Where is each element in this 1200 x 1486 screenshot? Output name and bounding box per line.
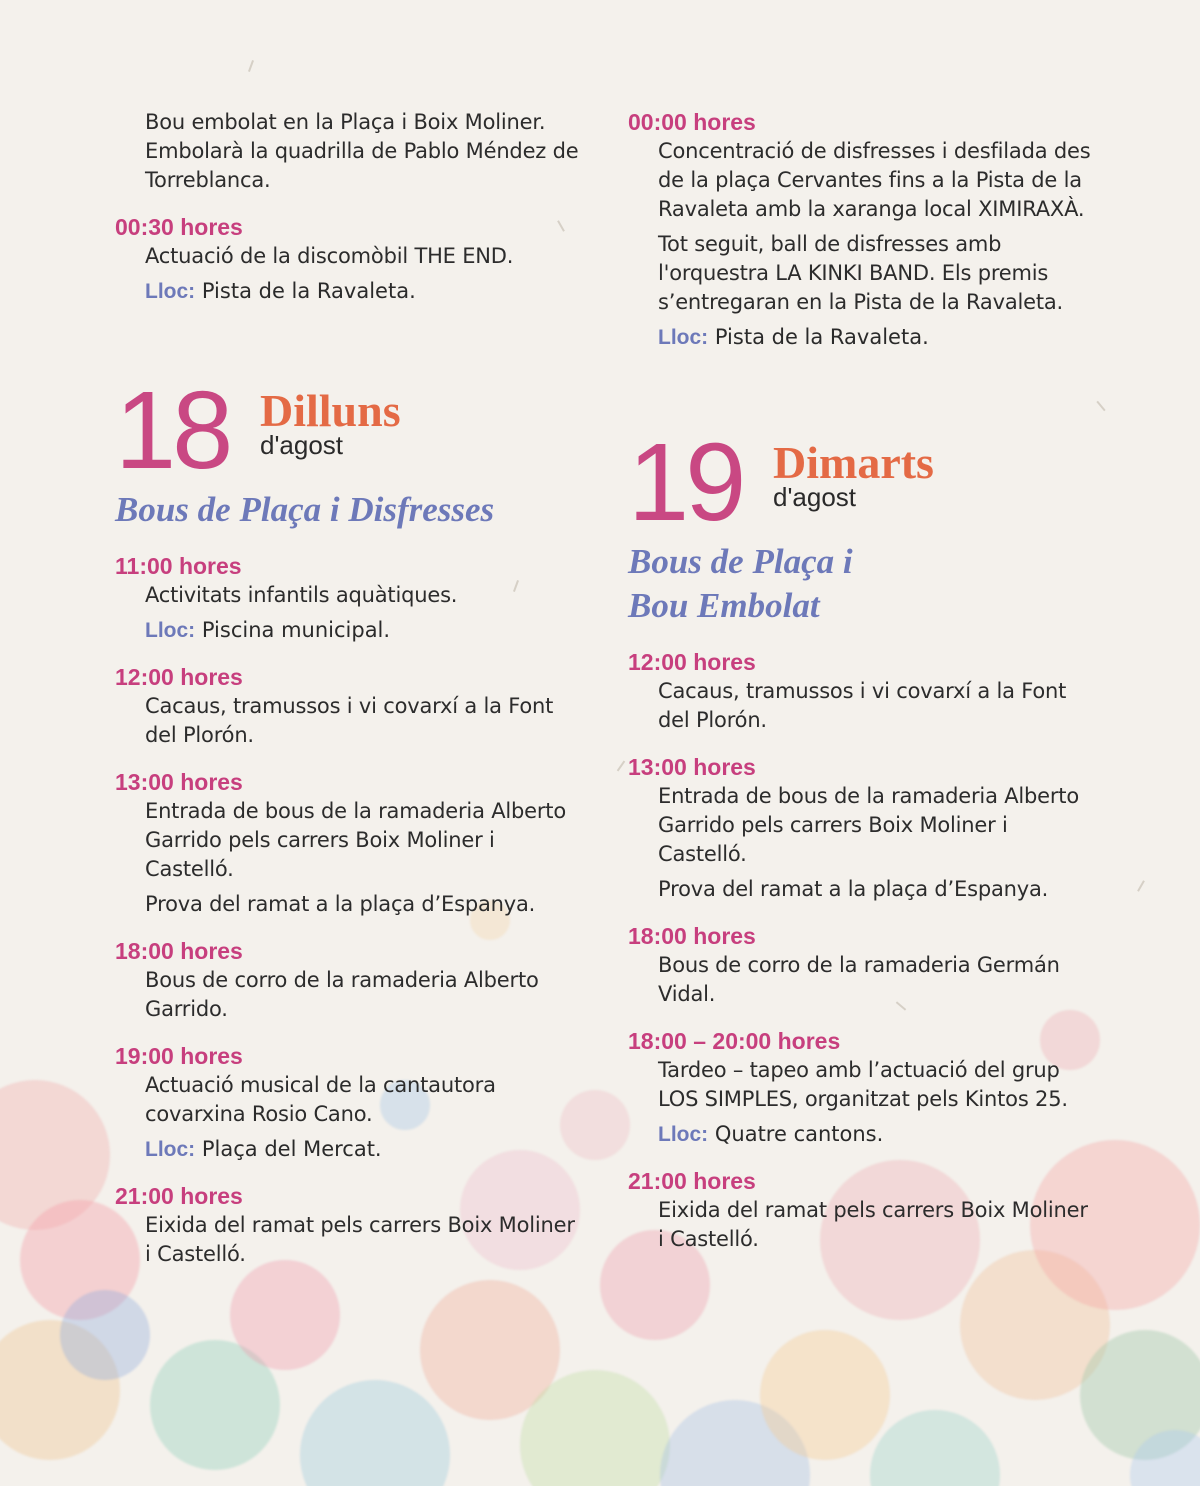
entry-location [145, 277, 585, 306]
day-month: d'agost [773, 482, 857, 512]
day-number: 18 [115, 369, 230, 492]
location-value: Pista de la Ravaleta. [201, 279, 416, 303]
entry-time: 21:00 hores [115, 1183, 243, 1209]
location-value: Pista de la Ravaleta. [714, 325, 929, 349]
location-label: Lloc: [658, 326, 709, 349]
entry-time: 00:30 hores [115, 214, 243, 240]
day-header-19 [628, 421, 1098, 544]
entry-time: 12:00 hores [628, 649, 756, 675]
entry-1200 [628, 648, 1098, 735]
entry-desc-secondary: Prova del ramat a la plaça d’Espanya. [145, 892, 536, 916]
entry-time: 18:00 hores [628, 923, 756, 949]
entry-desc: Actuació de la discomòbil THE END. [145, 244, 514, 268]
entry-2100 [115, 1182, 585, 1269]
entry-1100 [115, 552, 585, 645]
entry-time: 18:00 – 20:00 hores [628, 1028, 841, 1054]
entry-time: 18:00 hores [115, 938, 243, 964]
entry-desc: Concentració de disfresses i desfilada des de la plaça Cervantes fins a la Pista de la Ravaleta amb la xaranga local XIMIRAXÀ. [658, 139, 1091, 221]
location-value: Quatre cantons. [714, 1122, 884, 1146]
entry-desc: Entrada de bous de la ramaderia Alberto Garrido pels carrers Boix Moliner i Castelló. [658, 784, 1079, 866]
entry-intro [115, 108, 585, 195]
entry-location [658, 1120, 1098, 1149]
day-header-18 [115, 369, 585, 492]
entry-2100 [628, 1167, 1098, 1254]
day-number: 19 [628, 421, 743, 544]
location-value: Piscina municipal. [201, 618, 391, 642]
entry-1300 [628, 753, 1098, 904]
right-column [628, 108, 1098, 1272]
entry-desc: Entrada de bous de la ramaderia Alberto Garrido pels carrers Boix Moliner i Castelló. [145, 799, 566, 881]
location-label: Lloc: [145, 1138, 196, 1161]
left-column [115, 108, 585, 1287]
location-value: Plaça del Mercat. [201, 1137, 382, 1161]
entry-1300 [115, 768, 585, 919]
entry-desc-secondary: Prova del ramat a la plaça d’Espanya. [658, 877, 1049, 901]
entry-desc: Cacaus, tramussos i vi covarxí a la Font del Plorón. [145, 694, 554, 747]
location-label: Lloc: [145, 280, 196, 303]
entry-time: 21:00 hores [628, 1168, 756, 1194]
entry-desc: Cacaus, tramussos i vi covarxí a la Font del Plorón. [658, 679, 1067, 732]
event-title: Bous de Plaça i Disfresses [115, 490, 495, 529]
entry-1800 [628, 922, 1098, 1009]
entry-time: 00:00 hores [628, 109, 756, 135]
entry-1200 [115, 663, 585, 750]
entry-1800 [115, 937, 585, 1024]
entry-0000 [628, 108, 1098, 352]
day-month: d'agost [260, 430, 344, 460]
event-title: Bous de Plaça i Bou Embolat [628, 542, 853, 625]
entry-desc: Eixida del ramat pels carrers Boix Moliner i Castelló. [145, 1213, 575, 1266]
entry-desc: Bous de corro de la ramaderia Germán Vidal. [658, 953, 1060, 1006]
entry-desc: Bous de corro de la ramaderia Alberto Garrido. [145, 968, 539, 1021]
entry-time: 12:00 hores [115, 664, 243, 690]
entry-1800-2000 [628, 1027, 1098, 1149]
entry-desc: Bou embolat en la Plaça i Boix Moliner. Embolarà la quadrilla de Pablo Méndez de Torreblanca. [145, 110, 579, 192]
entry-1900 [115, 1042, 585, 1164]
location-label: Lloc: [145, 619, 196, 642]
entry-desc: Tardeo – tapeo amb l’actuació del grup LOS SIMPLES, organitzat pels Kintos 25. [658, 1058, 1068, 1111]
entry-desc: Eixida del ramat pels carrers Boix Moliner i Castelló. [658, 1198, 1088, 1251]
entry-time: 19:00 hores [115, 1043, 243, 1069]
location-label: Lloc: [658, 1123, 709, 1146]
entry-desc: Actuació musical de la cantautora covarxina Rosio Cano. [145, 1073, 496, 1126]
entry-0030 [115, 213, 585, 306]
entry-desc-secondary: Tot seguit, ball de disfresses amb l'orquestra LA KINKI BAND. Els premis s’entregaran en la Pista de la Ravaleta. [658, 232, 1064, 314]
entry-desc: Activitats infantils aquàtiques. [145, 583, 458, 607]
day-name: Dilluns [260, 385, 401, 436]
entry-location [145, 616, 585, 645]
entry-location [145, 1135, 585, 1164]
entry-time: 13:00 hores [115, 769, 243, 795]
entry-time: 13:00 hores [628, 754, 756, 780]
entry-time: 11:00 hores [115, 553, 242, 579]
day-name: Dimarts [773, 437, 934, 488]
entry-location [658, 323, 1098, 352]
